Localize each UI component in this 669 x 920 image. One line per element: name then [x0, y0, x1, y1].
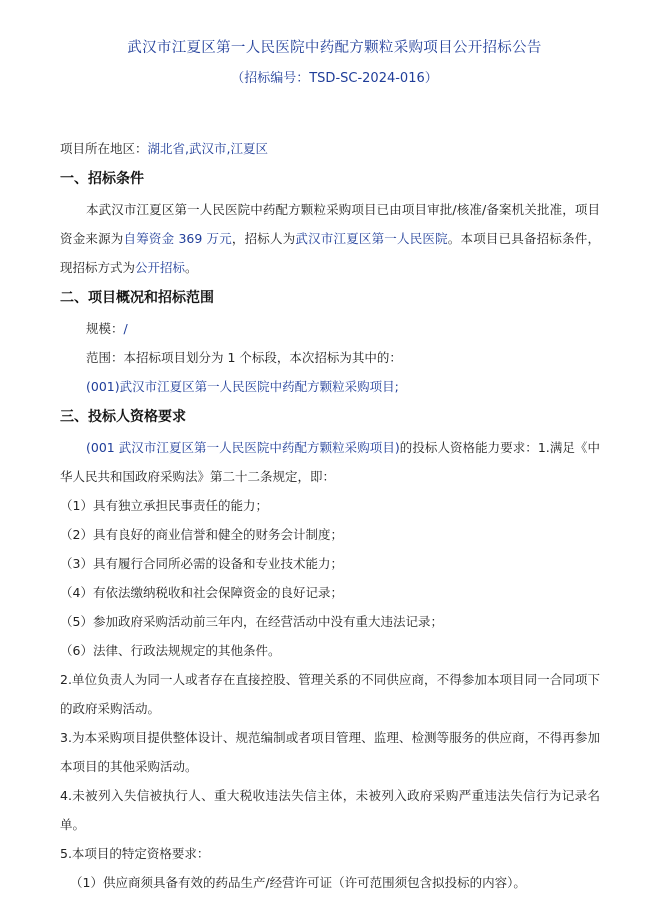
tender-method: 公开招标	[135, 260, 186, 275]
section-heading-bidder-qualifications: 三、投标人资格要求	[60, 409, 186, 425]
tender-conditions-paragraph	[60, 195, 600, 282]
qualification-item: （2）具有良好的商业信誉和健全的财务会计制度；	[60, 527, 343, 542]
scale-value: /	[123, 321, 128, 336]
project-scale	[60, 314, 600, 343]
qualification-clause-5: 5.本项目的特定资格要求：	[60, 846, 210, 861]
tender-number: （招标编号：TSD-SC-2024-016）	[231, 71, 438, 86]
qualification-intro	[60, 433, 600, 491]
qualification-intro-text: 的投标人资格能力要求：1.满足《中华人民共和国政府采购法》第二十二条规定，即：	[60, 440, 600, 484]
section-heading-project-overview: 二、项目概况和招标范围	[60, 290, 214, 306]
project-region	[60, 134, 600, 163]
document-body	[60, 134, 600, 897]
conditions-text-d: 。	[185, 260, 198, 275]
qualification-clause-2: 2.单位负责人为同一人或者存在直接控股、管理关系的不同供应商，不得参加本项目同一合同项下的政府采购活动。	[60, 672, 600, 716]
qualification-item: （6）法律、行政法规规定的其他条件。	[60, 643, 281, 658]
section-heading-tender-conditions: 一、招标条件	[60, 171, 144, 187]
conditions-text-b: ，招标人为	[231, 231, 296, 246]
lot-item: (001)武汉市江夏区第一人民医院中药配方颗粒采购项目;	[86, 379, 399, 394]
region-label: 项目所在地区：	[60, 141, 148, 156]
qualification-item: （4）有依法缴纳税收和社会保障资金的良好记录；	[60, 585, 343, 600]
scale-label: 规模：	[86, 321, 124, 336]
fund-source: 自筹资金 369 万元	[123, 231, 232, 246]
region-value: 湖北省,武汉市,江夏区	[147, 141, 268, 156]
qualification-item: （1）具有独立承担民事责任的能力；	[60, 498, 268, 513]
tenderer-name: 武汉市江夏区第一人民医院	[295, 231, 448, 246]
qualification-item: （5）参加政府采购活动前三年内，在经营活动中没有重大违法记录；	[60, 614, 443, 629]
qualification-clause-5-1: （1）供应商须具备有效的药品生产/经营许可证（许可范围须包含拟投标的内容）。	[70, 875, 526, 890]
conditions-text-a: 本武汉市江夏区第一人民医院中药配方颗粒采购项目已由项目审批/核准/备案机关批准，项目资金来源为	[60, 202, 600, 246]
qualification-lot: (001 武汉市江夏区第一人民医院中药配方颗粒采购项目)	[86, 440, 400, 455]
conditions-text-c: 。本项目已具备招标条件，现招标方式为	[60, 231, 600, 275]
qualification-clause-3: 3.为本采购项目提供整体设计、规范编制或者项目管理、监理、检测等服务的供应商，不得再参加本项目的其他采购活动。	[60, 730, 600, 774]
project-scope: 范围：本招标项目划分为 1 个标段，本次招标为其中的：	[86, 350, 402, 365]
qualification-clause-4: 4.未被列入失信被执行人、重大税收违法失信主体，未被列入政府采购严重违法失信行为记录名单。	[60, 788, 600, 832]
qualification-item: （3）具有履行合同所必需的设备和专业技术能力；	[60, 556, 343, 571]
document-title: 武汉市江夏区第一人民医院中药配方颗粒采购项目公开招标公告	[127, 40, 542, 56]
